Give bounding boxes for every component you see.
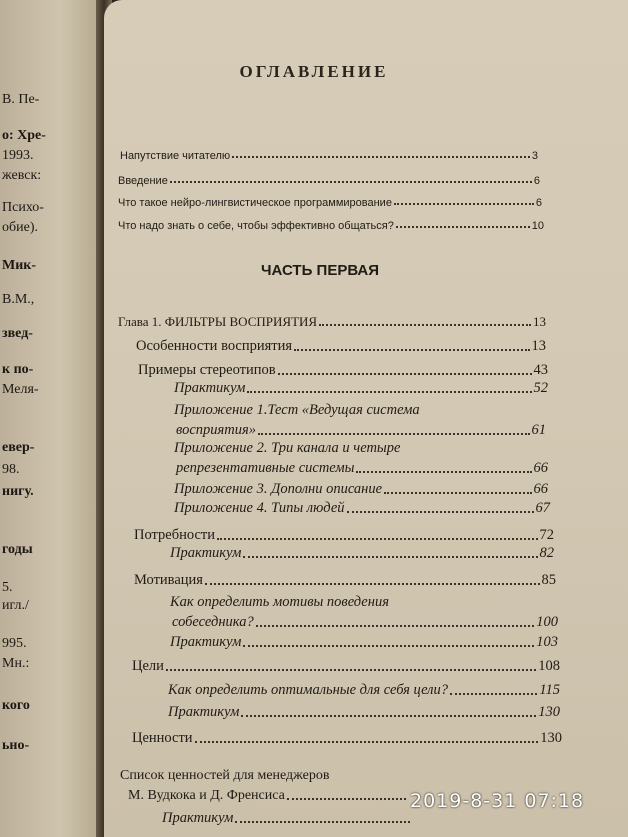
toc-entry-line1: Как определить мотивы поведения [170, 594, 389, 610]
left-page-text-fragment: Психо- [2, 200, 44, 215]
left-page-text-fragment: Меля- [2, 382, 39, 397]
toc-entry: Как определить оптимальные для себя цели? 115 [168, 682, 560, 698]
toc-entry: репрезентативные системы 66 [176, 460, 548, 476]
photo-timestamp: 2019-8-31 07:18 [410, 790, 585, 812]
toc-entry: Примеры стереотипов 43 [138, 362, 548, 378]
toc-entry-intro-0: Напутствие читателю 3 [120, 150, 538, 162]
toc-entry: Цели 108 [132, 658, 560, 674]
left-page-text-fragment: звед- [2, 326, 33, 341]
left-page-text-fragment: В.М., [2, 292, 35, 307]
left-page-text-fragment: о: Хре- [2, 128, 46, 143]
left-page-text-fragment: обие). [2, 220, 38, 235]
left-page-text-fragment: Мик- [2, 258, 37, 273]
left-page-text-fragment: нигу. [2, 484, 34, 499]
left-page-text-fragment: евер- [2, 440, 35, 455]
toc-entry-intro-1: Введение 6 [118, 175, 540, 187]
left-page-text-fragment: ьно- [2, 738, 30, 753]
left-page-text-fragment: 1993. [2, 148, 34, 163]
left-page-text-fragment: Мн.: [2, 656, 30, 671]
previous-page [0, 0, 100, 837]
toc-entry-line1: Список ценностей для менеджеров [120, 768, 330, 783]
toc-entry-line1: Приложение 1.Тест «Ведущая система [174, 402, 420, 418]
toc-entry: Практикум 82 [170, 545, 554, 561]
toc-entry: Мотивация 85 [134, 572, 556, 588]
toc-entry: Приложение 4. Типы людей 67 [174, 500, 550, 516]
page-title: ОГЛАВЛЕНИЕ [239, 62, 389, 81]
left-page-text-fragment: к по- [2, 362, 34, 377]
toc-entry: М. Вудкока и Д. Френсиса [128, 788, 408, 804]
toc-entry: восприятия» 61 [176, 422, 546, 438]
toc-entry: Практикум 52 [174, 380, 548, 396]
left-page-text-fragment: жевск: [2, 168, 42, 183]
toc-entry: Практикум 103 [170, 634, 558, 650]
toc-entry: Приложение 3. Дополни описание 66 [174, 481, 548, 497]
left-page-text-fragment: В. Пе- [2, 92, 40, 107]
toc-entry: собеседника? 100 [172, 614, 558, 630]
toc-entry-line1: Приложение 2. Три канала и четыре [174, 440, 401, 456]
toc-entry: Потребности 72 [134, 527, 554, 543]
left-page-text-fragment: 995. [2, 636, 27, 651]
toc-entry: Ценности 130 [132, 730, 562, 746]
left-page-text-fragment: игл./ [2, 598, 29, 613]
left-page-text-fragment: 5. [2, 580, 13, 595]
toc-entry: Практикум 130 [168, 704, 560, 720]
toc-chapter-1: Глава 1. ФИЛЬТРЫ ВОСПРИЯТИЯ 13 [118, 314, 546, 329]
toc-entry-intro-2: Что такое нейро-лингвистическое программирование 6 [118, 197, 542, 209]
toc-entry: Особенности восприятия 13 [136, 338, 546, 354]
left-page-text-fragment: кого [2, 698, 30, 713]
toc-entry-intro-3: Что надо знать о себе, чтобы эффективно общаться? 10 [118, 220, 544, 232]
part-title: ЧАСТЬ ПЕРВАЯ [260, 262, 380, 279]
toc-entry: Практикум [162, 810, 412, 827]
left-page-text-fragment: годы [2, 542, 33, 557]
left-page-text-fragment: 98. [2, 462, 20, 477]
